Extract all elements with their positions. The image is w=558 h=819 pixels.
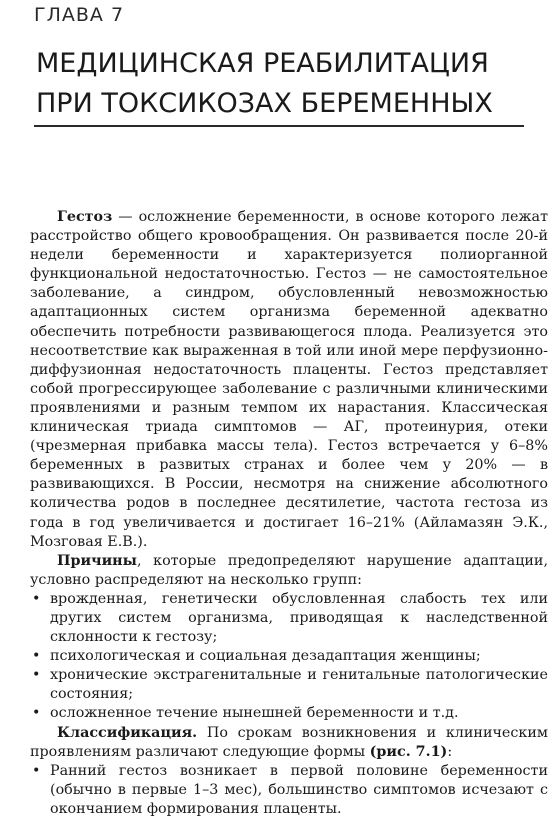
intro-paragraph [30,208,548,552]
classification-list [30,762,548,819]
term-classification: Классификация. [57,724,198,741]
title-divider [34,125,524,127]
classification-text: По срокам возникновения и клиническим проявлениям различают следующие формы [30,724,548,760]
figure-reference: (рис. 7.1) [369,743,448,760]
causes-paragraph [30,552,548,590]
bullet-icon: • [32,705,41,722]
bullet-icon: • [32,590,41,607]
list-item-text: психологическая и социальная дезадаптация женщины; [50,648,481,665]
body-text [30,208,548,819]
causes-list [30,590,548,724]
term-causes: Причины [57,552,137,569]
classification-colon: : [447,743,453,760]
term-gestoz: Гестоз [57,209,113,225]
causes-text: , которые предопределяют нарушение адаптации, условно распределяют на несколько групп: [30,552,548,588]
chapter-title-line-1: МЕДИЦИНСКАЯ РЕАБИЛИТАЦИЯ [36,48,489,79]
chapter-title [36,44,546,124]
intro-text: — осложнение беременности, в основе которого лежат расстройство общего кровообращения. Он развивается после 20-й недели беременности и характеризуется полиорганной функциональной недостаточностью. Гестоз — не самостоятельное заболевание, а синдром, обусловленный невозможностью адаптационных систем организма беременной адекватно обеспечить потребности развивающегося плода. Реализуется это несоответствие как выраженная в той или иной мере перфузионно-диффузионная недостаточность плаценты. Гестоз представляет собой прогрессирующее заболевание с различными клиническими проявлениями и разным темпом их нарастания. Классическая клиническая триада симптомов — АГ, протеинурия, отеки (чрезмерная прибавка массы тела). Гестоз встречается у 6–8% беременных в развитых странах и более чем у 20% — в развивающихся. В России, несмотря на снижение абсолютного количества родов в последнее десятилетие, частота гестоза из года в год увеличивается и достигает 16–21% (Айламазян Э.К., Мозговая Е.В.). [30,209,548,550]
list-item-text: врожденная, генетически обусловленная слабость тех или других систем организма, приводящая к наследственной склонности к гестозу; [50,590,548,646]
list-item-text: осложненное течение нынешней беременности и т.д. [50,705,459,722]
classification-paragraph [30,724,548,762]
list-item-text: Ранний гестоз возникает в первой половине беременности (обычно в первые 1–3 мес), большинство симптомов исчезают с окончанием формирования плаценты. [50,762,548,817]
list-item-text: хронические экстрагенитальные и генитальные патологические состояния; [50,667,548,703]
bullet-icon: • [32,667,41,684]
chapter-label: ГЛАВА 7 [34,4,125,26]
list-item [30,704,548,723]
bullet-icon: • [32,648,41,665]
list-item [30,666,548,704]
chapter-title-line-2: ПРИ ТОКСИКОЗАХ БЕРЕМЕННЫХ [36,88,493,119]
list-item [30,590,548,647]
list-item [30,762,548,819]
list-item [30,647,548,666]
bullet-icon: • [32,762,41,779]
